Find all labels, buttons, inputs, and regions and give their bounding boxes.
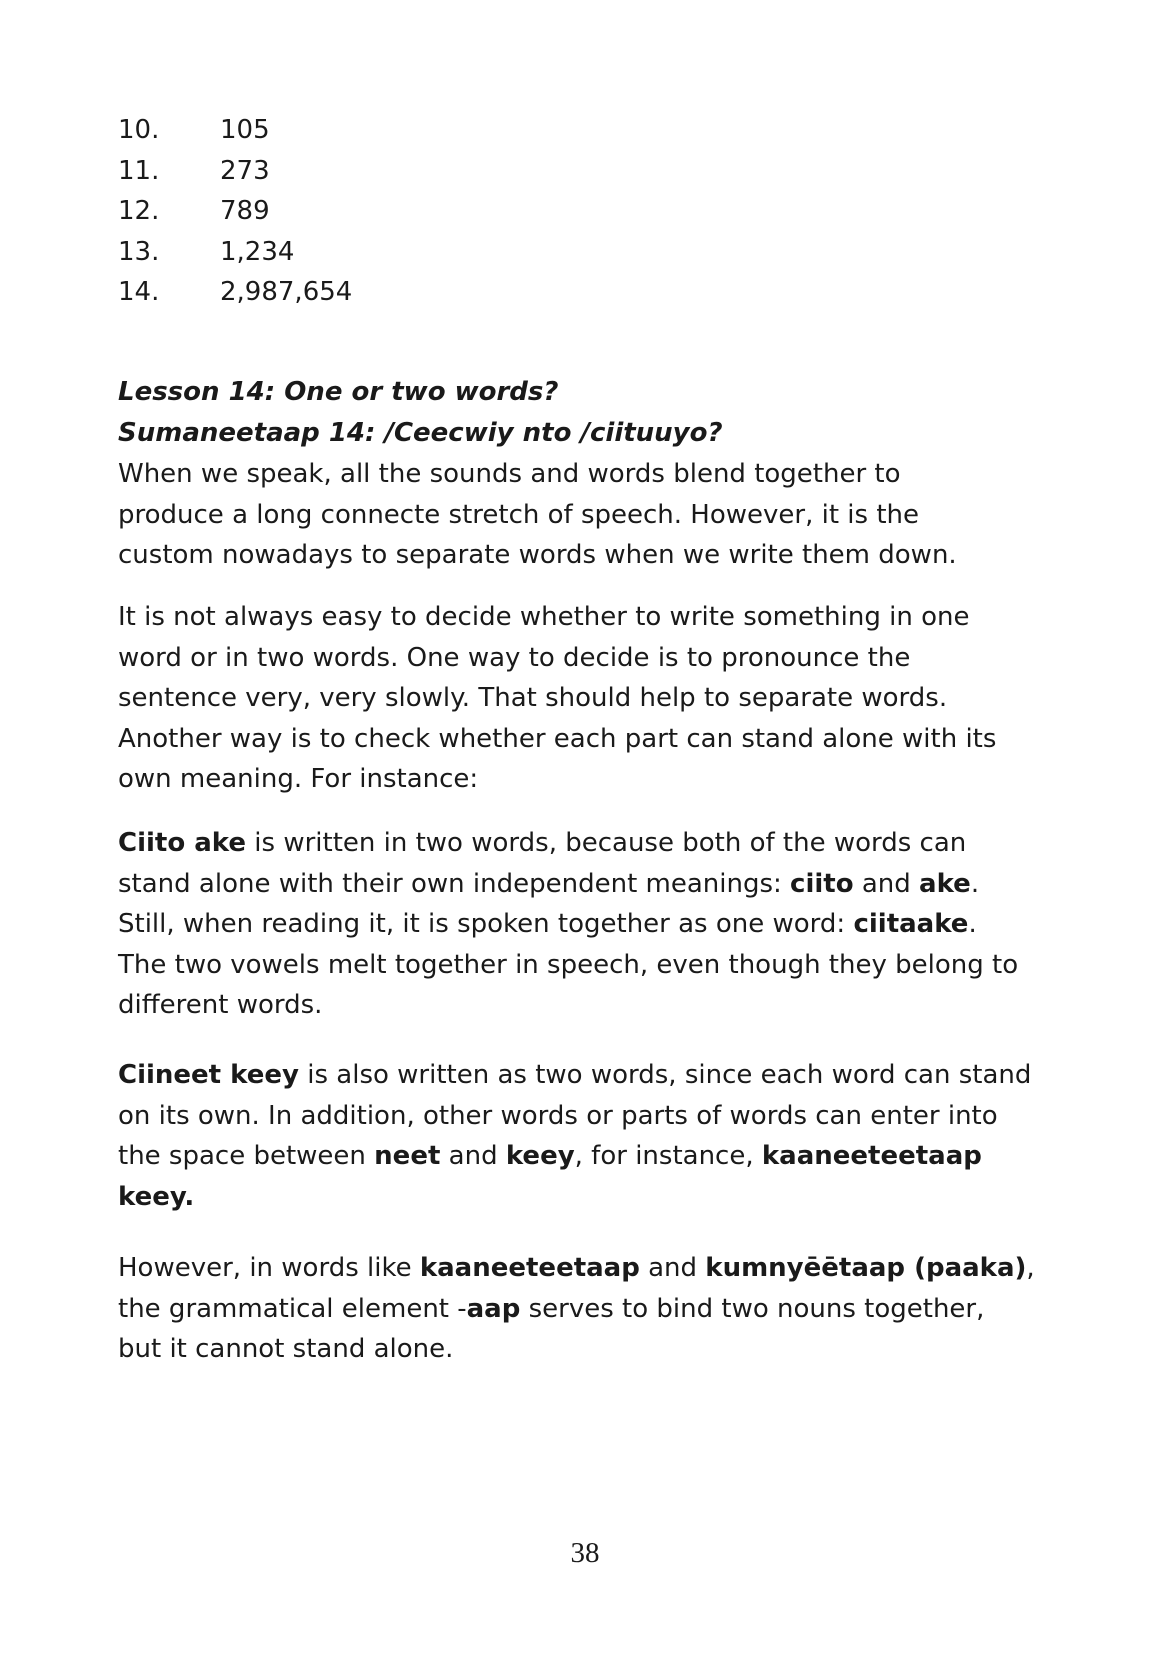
bold-term: ake: [919, 868, 971, 899]
bold-term: keey: [505, 1141, 575, 1172]
bold-term: kumnyēētaap (paaka): [705, 1253, 1027, 1283]
bold-term: Ciineet keey: [118, 1060, 299, 1090]
text-line: different words.: [118, 990, 323, 1021]
text-line: When we speak, all the sounds and words blend together to: [118, 459, 901, 489]
bold-term: kaaneeteetaap: [419, 1253, 640, 1283]
text-run: and: [440, 1141, 506, 1172]
text-line: custom nowadays to separate words when we write them down.: [118, 540, 957, 571]
text-run: , for instance,: [574, 1141, 762, 1172]
text-line: [118, 1289, 1118, 1330]
text-run: the grammatical element -: [118, 1293, 467, 1324]
text-line: Another way is to check whether each part can stand alone with its: [118, 723, 997, 754]
numbered-list: [118, 110, 718, 313]
list-value: 2,987,654: [220, 277, 353, 308]
bold-term: ciitaake: [853, 909, 969, 940]
paragraph-aap: [118, 1248, 1118, 1370]
bold-term: aap: [466, 1293, 521, 1324]
text-line: [118, 1177, 1118, 1218]
text-line: [118, 1136, 1118, 1177]
text-line: [118, 864, 1118, 905]
text-line: but it cannot stand alone.: [118, 1334, 454, 1365]
list-index: 10.: [118, 115, 160, 145]
bold-term: kaaneeteetaap: [761, 1141, 982, 1172]
bold-term: Ciito ake: [118, 828, 247, 858]
list-value: 1,234: [220, 236, 295, 267]
text-line: produce a long connecte stretch of speech. However, it is the: [118, 499, 920, 530]
paragraph-method: [118, 597, 1118, 800]
list-value: 789: [220, 196, 270, 227]
list-item: [118, 272, 718, 313]
bold-term: neet: [374, 1141, 441, 1172]
list-item: [118, 151, 718, 192]
list-item: [118, 110, 718, 151]
text-line: [118, 1248, 1118, 1289]
text-line: [118, 1055, 1118, 1096]
text-line: on its own. In addition, other words or parts of words can enter into: [118, 1100, 998, 1131]
lesson-title: Lesson 14: One or two words?: [118, 377, 559, 407]
text-line: [118, 904, 1118, 945]
text-run: and: [853, 868, 920, 899]
text-run: .: [968, 909, 977, 940]
list-index: 11.: [118, 155, 160, 186]
text-line: [118, 823, 1118, 864]
text-line: own meaning. For instance:: [118, 764, 479, 795]
text-run: is written in two words, because both of the words can: [246, 828, 967, 858]
list-value: 105: [220, 115, 270, 145]
paragraph-intro: [118, 454, 1118, 576]
bold-term: keey.: [118, 1181, 195, 1212]
text-run: is also written as two words, since each word can stand: [298, 1060, 1032, 1090]
list-index: 14.: [118, 277, 160, 308]
text-line: sentence very, very slowly. That should help to separate words.: [118, 683, 948, 714]
text-run: stand alone with their own independent meanings:: [118, 868, 791, 899]
text-run: and: [639, 1253, 706, 1283]
text-run: the space between: [118, 1141, 375, 1172]
text-run: serves to bind two nouns together,: [520, 1293, 985, 1324]
list-index: 12.: [118, 196, 160, 227]
list-item: [118, 191, 718, 232]
text-line: The two vowels melt together in speech, even though they belong to: [118, 949, 1019, 980]
page-number: 38: [570, 1537, 600, 1569]
text-run: However, in words like: [118, 1253, 420, 1283]
list-value: 273: [220, 155, 270, 186]
text-run: ,: [1026, 1253, 1035, 1283]
list-item: [118, 232, 718, 273]
text-line: It is not always easy to decide whether to write something in one: [118, 602, 970, 632]
text-line: word or in two words. One way to decide is to pronounce the: [118, 642, 911, 673]
paragraph-ciito-ake: [118, 823, 1118, 1026]
text-run: Still, when reading it, it is spoken together as one word:: [118, 909, 854, 940]
text-run: .: [970, 868, 980, 899]
paragraph-ciineet-keey: [118, 1055, 1118, 1217]
list-index: 13.: [118, 236, 160, 267]
lesson-subtitle: Sumaneetaap 14: /Ceecwiy nto /ciituuyo?: [118, 418, 723, 448]
bold-term: ciito: [790, 868, 854, 899]
